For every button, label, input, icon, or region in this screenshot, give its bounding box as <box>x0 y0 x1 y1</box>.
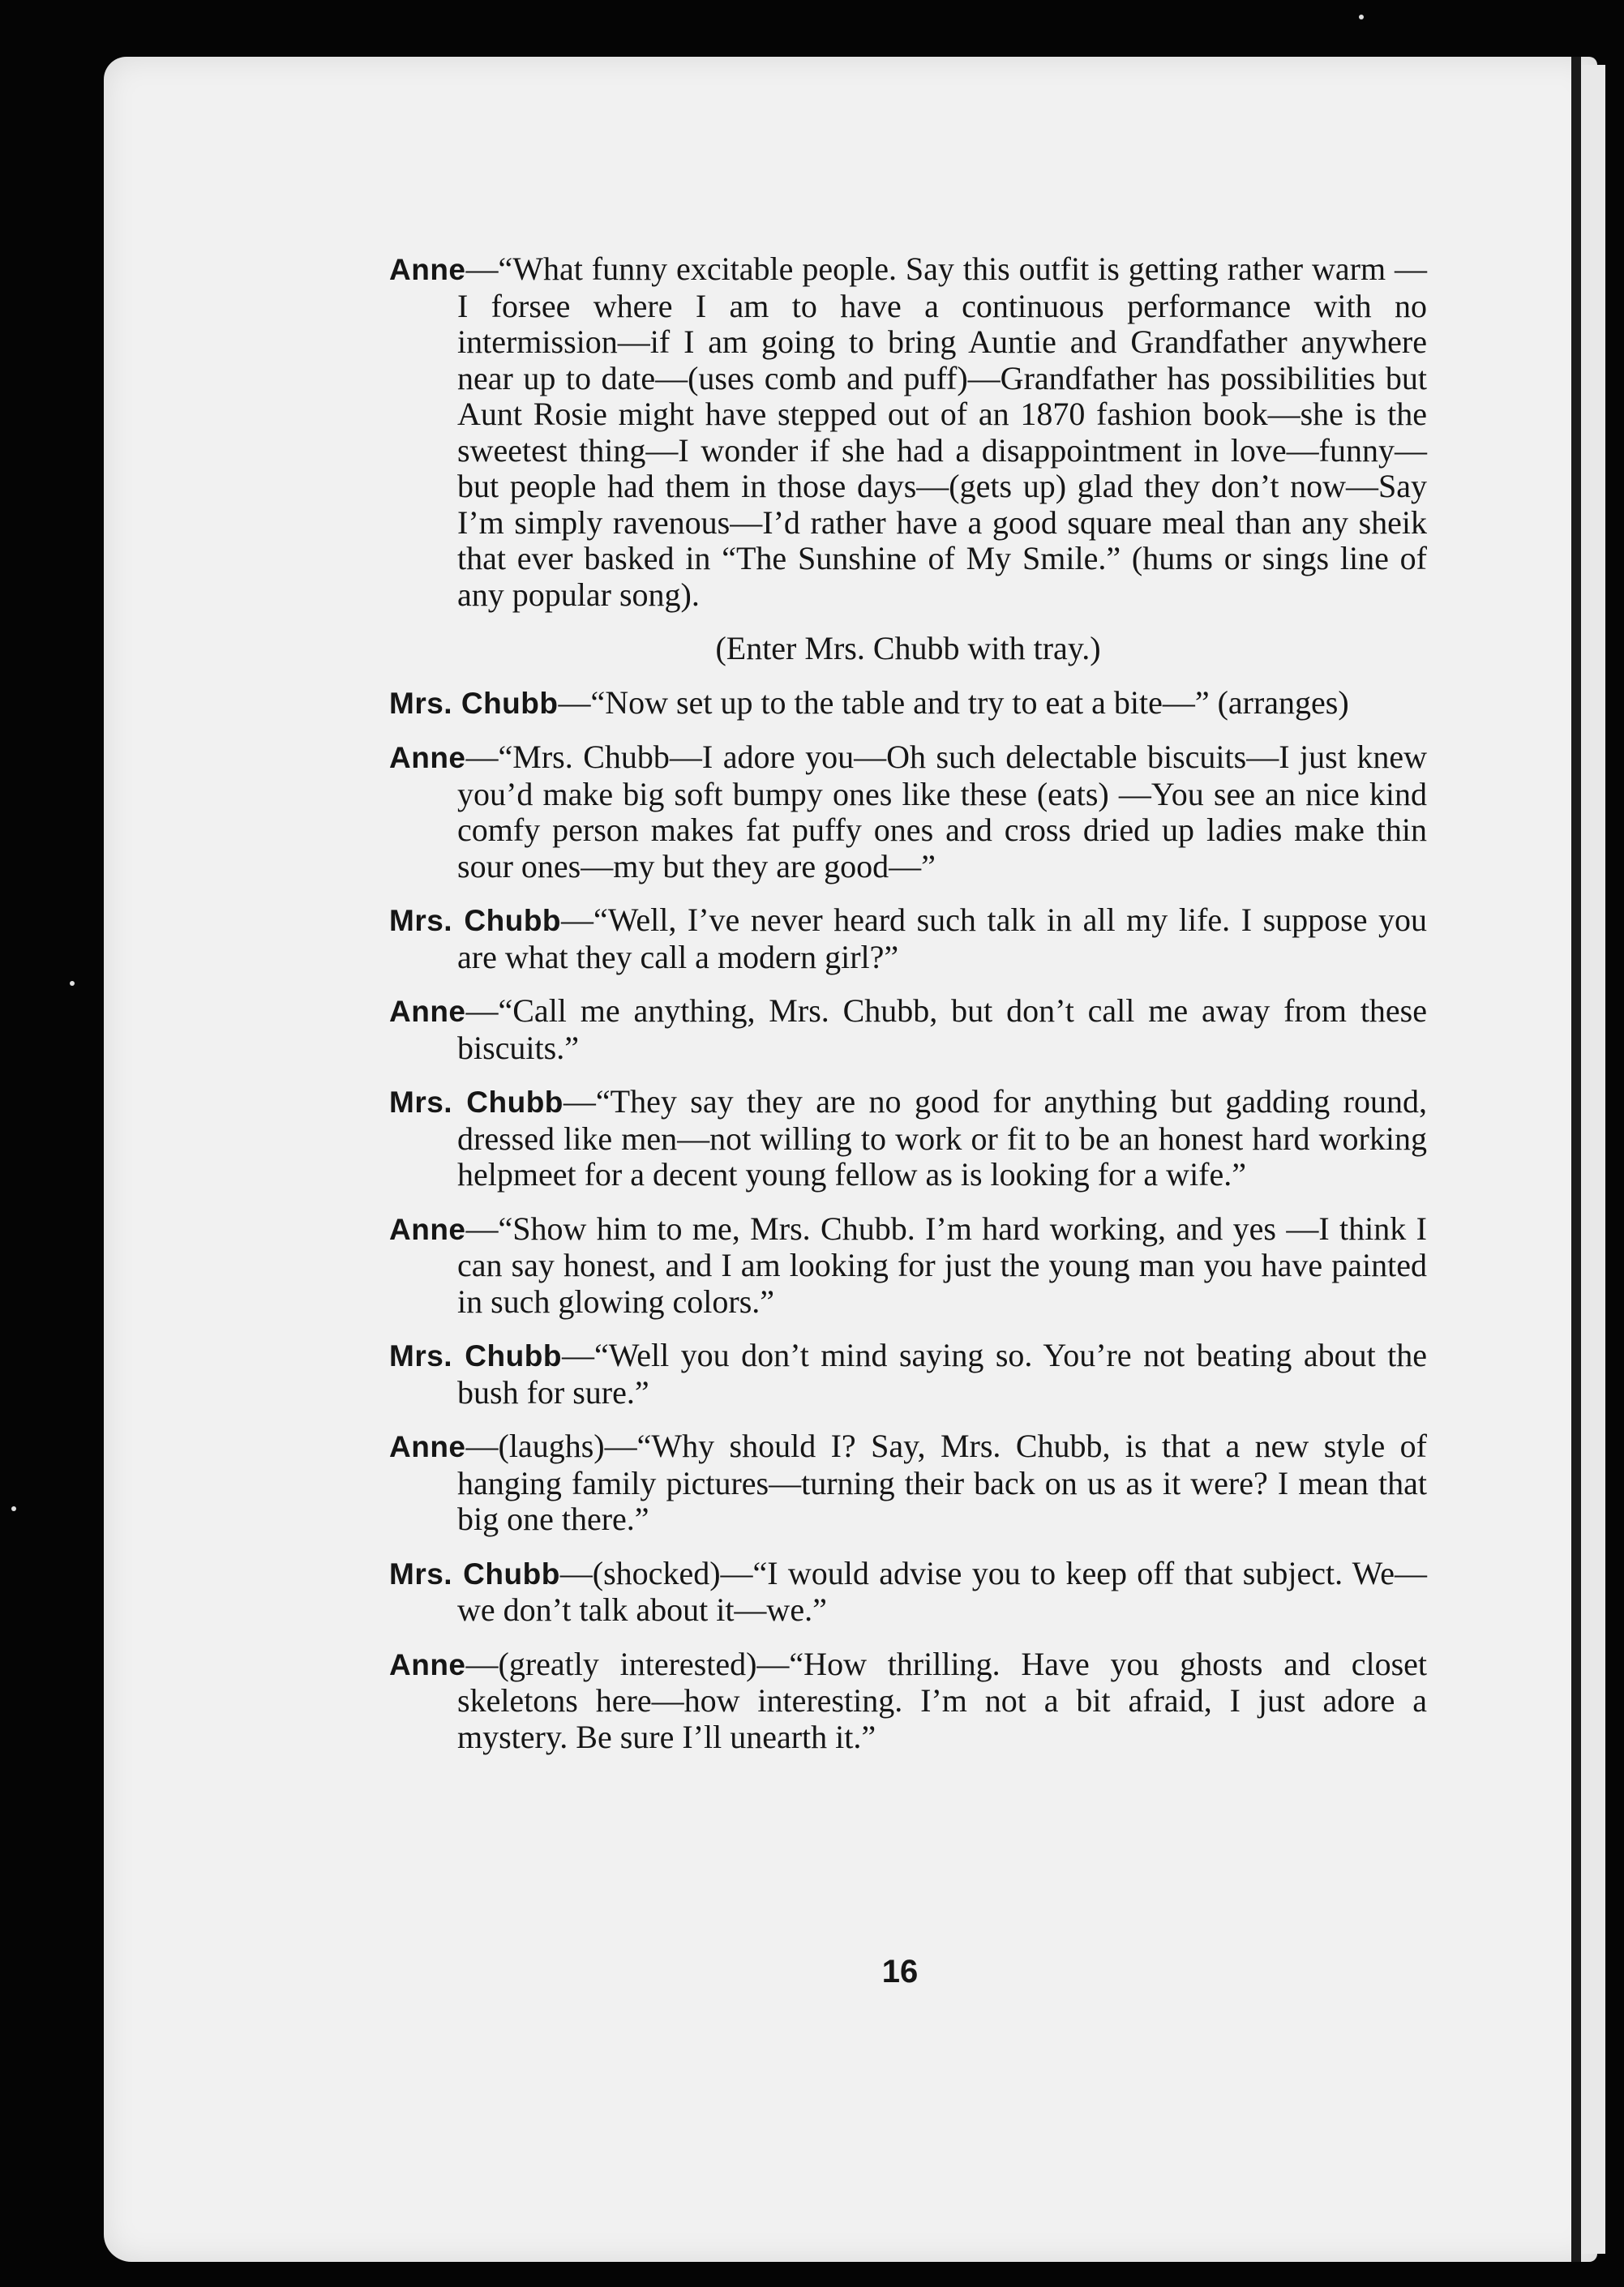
speech-text: —“Call me anything, Mrs. Chubb, but don’t call me away from these biscuits.” <box>457 992 1427 1066</box>
dialogue-speech <box>389 902 1427 975</box>
dialogue-speech <box>389 1556 1427 1629</box>
speaker-name: Anne <box>389 1647 466 1681</box>
speaker-name: Anne <box>389 741 466 774</box>
dialogue-speech <box>389 739 1427 884</box>
speaker-name: Anne <box>389 1212 466 1246</box>
play-dialogue <box>389 251 1427 1773</box>
speech-text: —“Well, I’ve never heard such talk in all my life. I suppose you are what they call a modern girl?” <box>457 902 1428 975</box>
speaker-name: Mrs. Chubb <box>389 904 562 937</box>
speech-text: —“They say they are no good for anything but gadding round, dressed like men—not willing to work or fit to be an honest hard working helpmeet for a decent young fellow as is looking for a wife.” <box>457 1083 1427 1193</box>
stage-direction: (Enter Mrs. Chubb with tray.) <box>715 630 1101 666</box>
speaker-name: Mrs. Chubb <box>389 1557 560 1591</box>
dialogue-speech <box>389 1211 1427 1321</box>
speaker-name: Mrs. Chubb <box>389 1086 563 1119</box>
dialogue-speech <box>389 1647 1427 1756</box>
page-number: 16 <box>881 1954 919 1989</box>
speech-text: —“Mrs. Chubb—I adore you—Oh such delectable biscuits—I just knew you’d make big soft bumpy ones like these (eats) —You see an nice kind comfy person makes fat puffy ones and cross dried up ladies make thin sour ones—my but they are good—” <box>457 739 1427 884</box>
speech-text: —“Well you don’t mind saying so. You’re not beating about the bush for sure.” <box>457 1337 1427 1411</box>
dialogue-speech <box>389 993 1427 1066</box>
speaker-name: Anne <box>389 1430 466 1463</box>
dialogue-speech <box>389 1428 1427 1538</box>
dialogue-speech <box>389 685 1427 722</box>
dialogue-speech <box>389 1338 1427 1411</box>
next-page-edge <box>1581 65 1605 2254</box>
dialogue-speech <box>389 251 1427 613</box>
dialogue-speech <box>389 1084 1427 1193</box>
speaker-name: Mrs. Chubb <box>389 686 559 720</box>
speaker-name: Anne <box>389 253 466 286</box>
speech-text: —(laughs)—“Why should I? Say, Mrs. Chubb, is that a new style of hanging family pictures—turning their back on us as it were? I mean that big one there.” <box>457 1428 1427 1537</box>
speaker-name: Anne <box>389 995 466 1028</box>
speech-text: —(greatly interested)—“How thrilling. Have you ghosts and closet skeletons here—how interesting. I’m not a bit afraid, I just adore a mystery. Be sure I’ll unearth it.” <box>457 1645 1427 1755</box>
page-gutter-edge <box>1571 57 1581 2262</box>
speech-text: —“What funny excitable people. Say this outfit is getting rather warm — I forsee where I am to have a continuous performance with no intermission—if I am going to bring Auntie and Grandfather anywhere near up to date—(uses comb and puff)—Grandfather has possibilities but Aunt Rosie might have stepped out of an 1870 fashion book—she is the sweetest thing—I wonder if she had a disappointment in love—funny—but people had them in those days—(gets up) glad they don’t now—Say I’m simply ravenous—I’d rather have a good square meal than any sheik that ever basked in “The Sunshine of My Smile.” (hums or sings line of any popular song). <box>457 251 1427 613</box>
scan-speck <box>11 1506 16 1511</box>
speaker-name: Mrs. Chubb <box>389 1339 562 1373</box>
scan-speck <box>1359 15 1364 19</box>
speech-text: —“Show him to me, Mrs. Chubb. I’m hard working, and yes —I think I can say honest, and I am looking for just the young man you have painted in such glowing colors.” <box>457 1210 1427 1320</box>
speech-text: —(shocked)—“I would advise you to keep off that subject. We—we don’t talk about it—we.” <box>457 1554 1427 1628</box>
speech-text: —“Now set up to the table and try to eat a bite—” (arranges) <box>558 683 1349 721</box>
scan-speck <box>70 981 75 986</box>
